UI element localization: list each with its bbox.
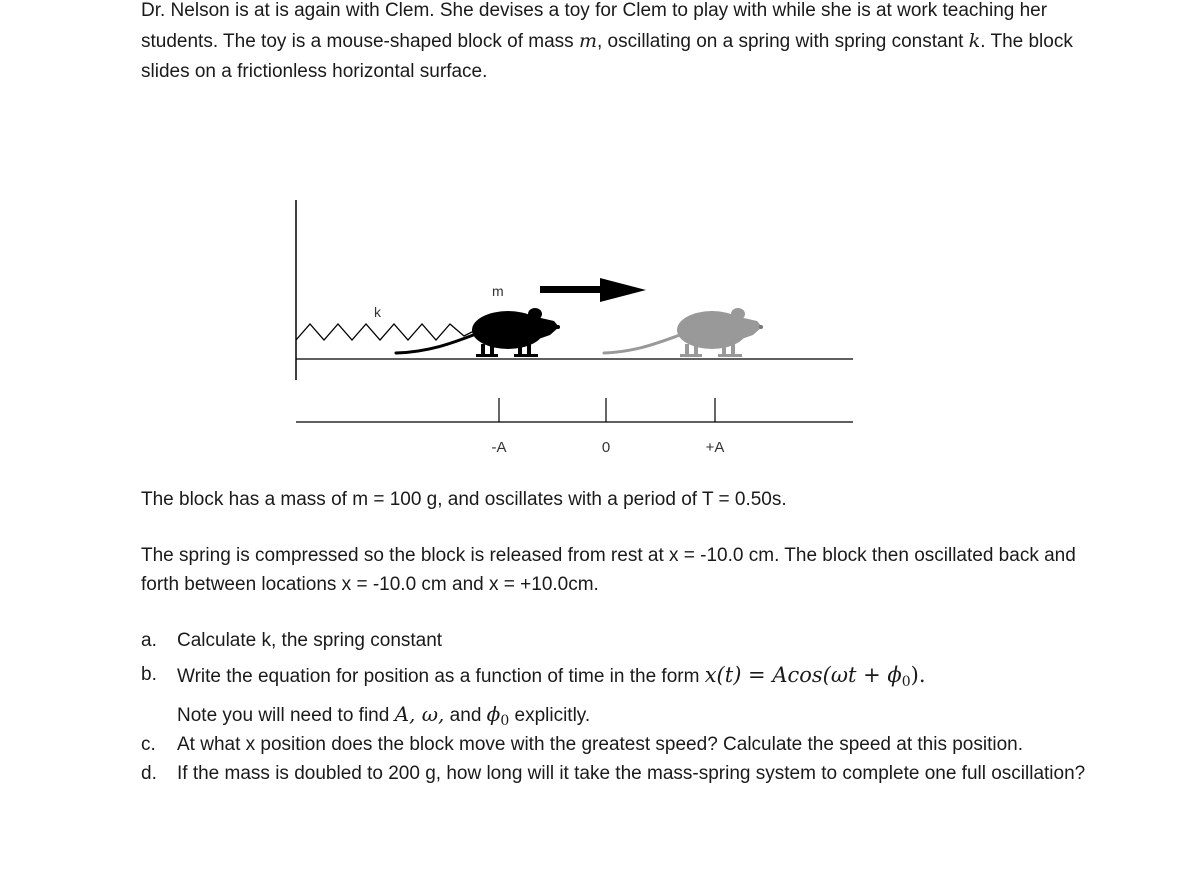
note-phi-subscript: 0	[500, 713, 510, 729]
spring-label: k	[374, 304, 381, 320]
question-letter-c: c.	[141, 734, 156, 755]
tick-label-zero: 0	[601, 439, 611, 456]
question-a	[141, 626, 1101, 656]
mass-period-statement: The block has a mass of m = 100 g, and oscillates with a period of T = 0.50s.	[141, 489, 787, 510]
equation-main: x(t) = Acos(ωt + ϕ	[704, 663, 902, 687]
question-letter-b: b.	[141, 664, 157, 685]
note-phi	[486, 702, 510, 729]
black-mouse-icon	[396, 308, 560, 357]
question-c-text: At what x position does the block move with the greatest speed? Calculate the speed at this position.	[177, 734, 1024, 755]
intro-text-3: . The block slides on a frictionless horizontal surface.	[141, 31, 1073, 82]
intro-text-1: Dr. Nelson is at is again with Clem. She devises a toy for Clem to play with while she is at work teaching her students. The toy is a mouse-shaped block of mass	[141, 0, 1048, 52]
question-list	[141, 626, 1101, 788]
question-d	[141, 760, 1101, 788]
equation-end: ).	[910, 663, 926, 687]
note-phi-symbol: ϕ	[486, 702, 501, 726]
question-d-text: If the mass is doubled to 200 g, how long will it take the mass-spring system to complete one full oscillation?	[177, 763, 1086, 784]
note-suffix: explicitly.	[509, 705, 591, 726]
spring-constant-symbol: k	[968, 30, 981, 52]
tick-label-minus-a: -A	[491, 439, 507, 456]
question-b-note	[141, 701, 1101, 729]
mass-label: m	[492, 283, 504, 299]
tick-label-plus-a: +A	[705, 439, 725, 456]
question-c	[141, 731, 1101, 759]
question-letter-a: a.	[141, 630, 157, 651]
question-letter-d: d.	[141, 763, 157, 784]
direction-arrow-icon	[540, 278, 646, 302]
intro-paragraph	[141, 0, 1081, 87]
position-equation	[704, 663, 926, 690]
note-variables: A, ω,	[394, 702, 445, 726]
gray-mouse-icon	[604, 308, 763, 357]
question-b-text: Write the equation for position as a function of time in the form	[177, 666, 705, 687]
release-statement: The spring is compressed so the block is released from rest at x = -10.0 cm. The block then oscillated back and forth between locations x = -10.0 cm and x = +10.0cm.	[141, 545, 1076, 595]
question-a-text: Calculate k, the spring constant	[177, 630, 443, 651]
mass-spring-diagram	[280, 190, 880, 470]
note-prefix: Note you will need to find	[177, 705, 395, 726]
spring-zigzag	[296, 324, 476, 340]
question-b	[141, 656, 1101, 701]
mass-symbol: m	[578, 30, 597, 52]
intro-text-2: , oscillating on a spring with spring constant	[596, 31, 969, 52]
note-and: and	[444, 705, 487, 726]
equation-subscript: 0	[901, 674, 911, 690]
